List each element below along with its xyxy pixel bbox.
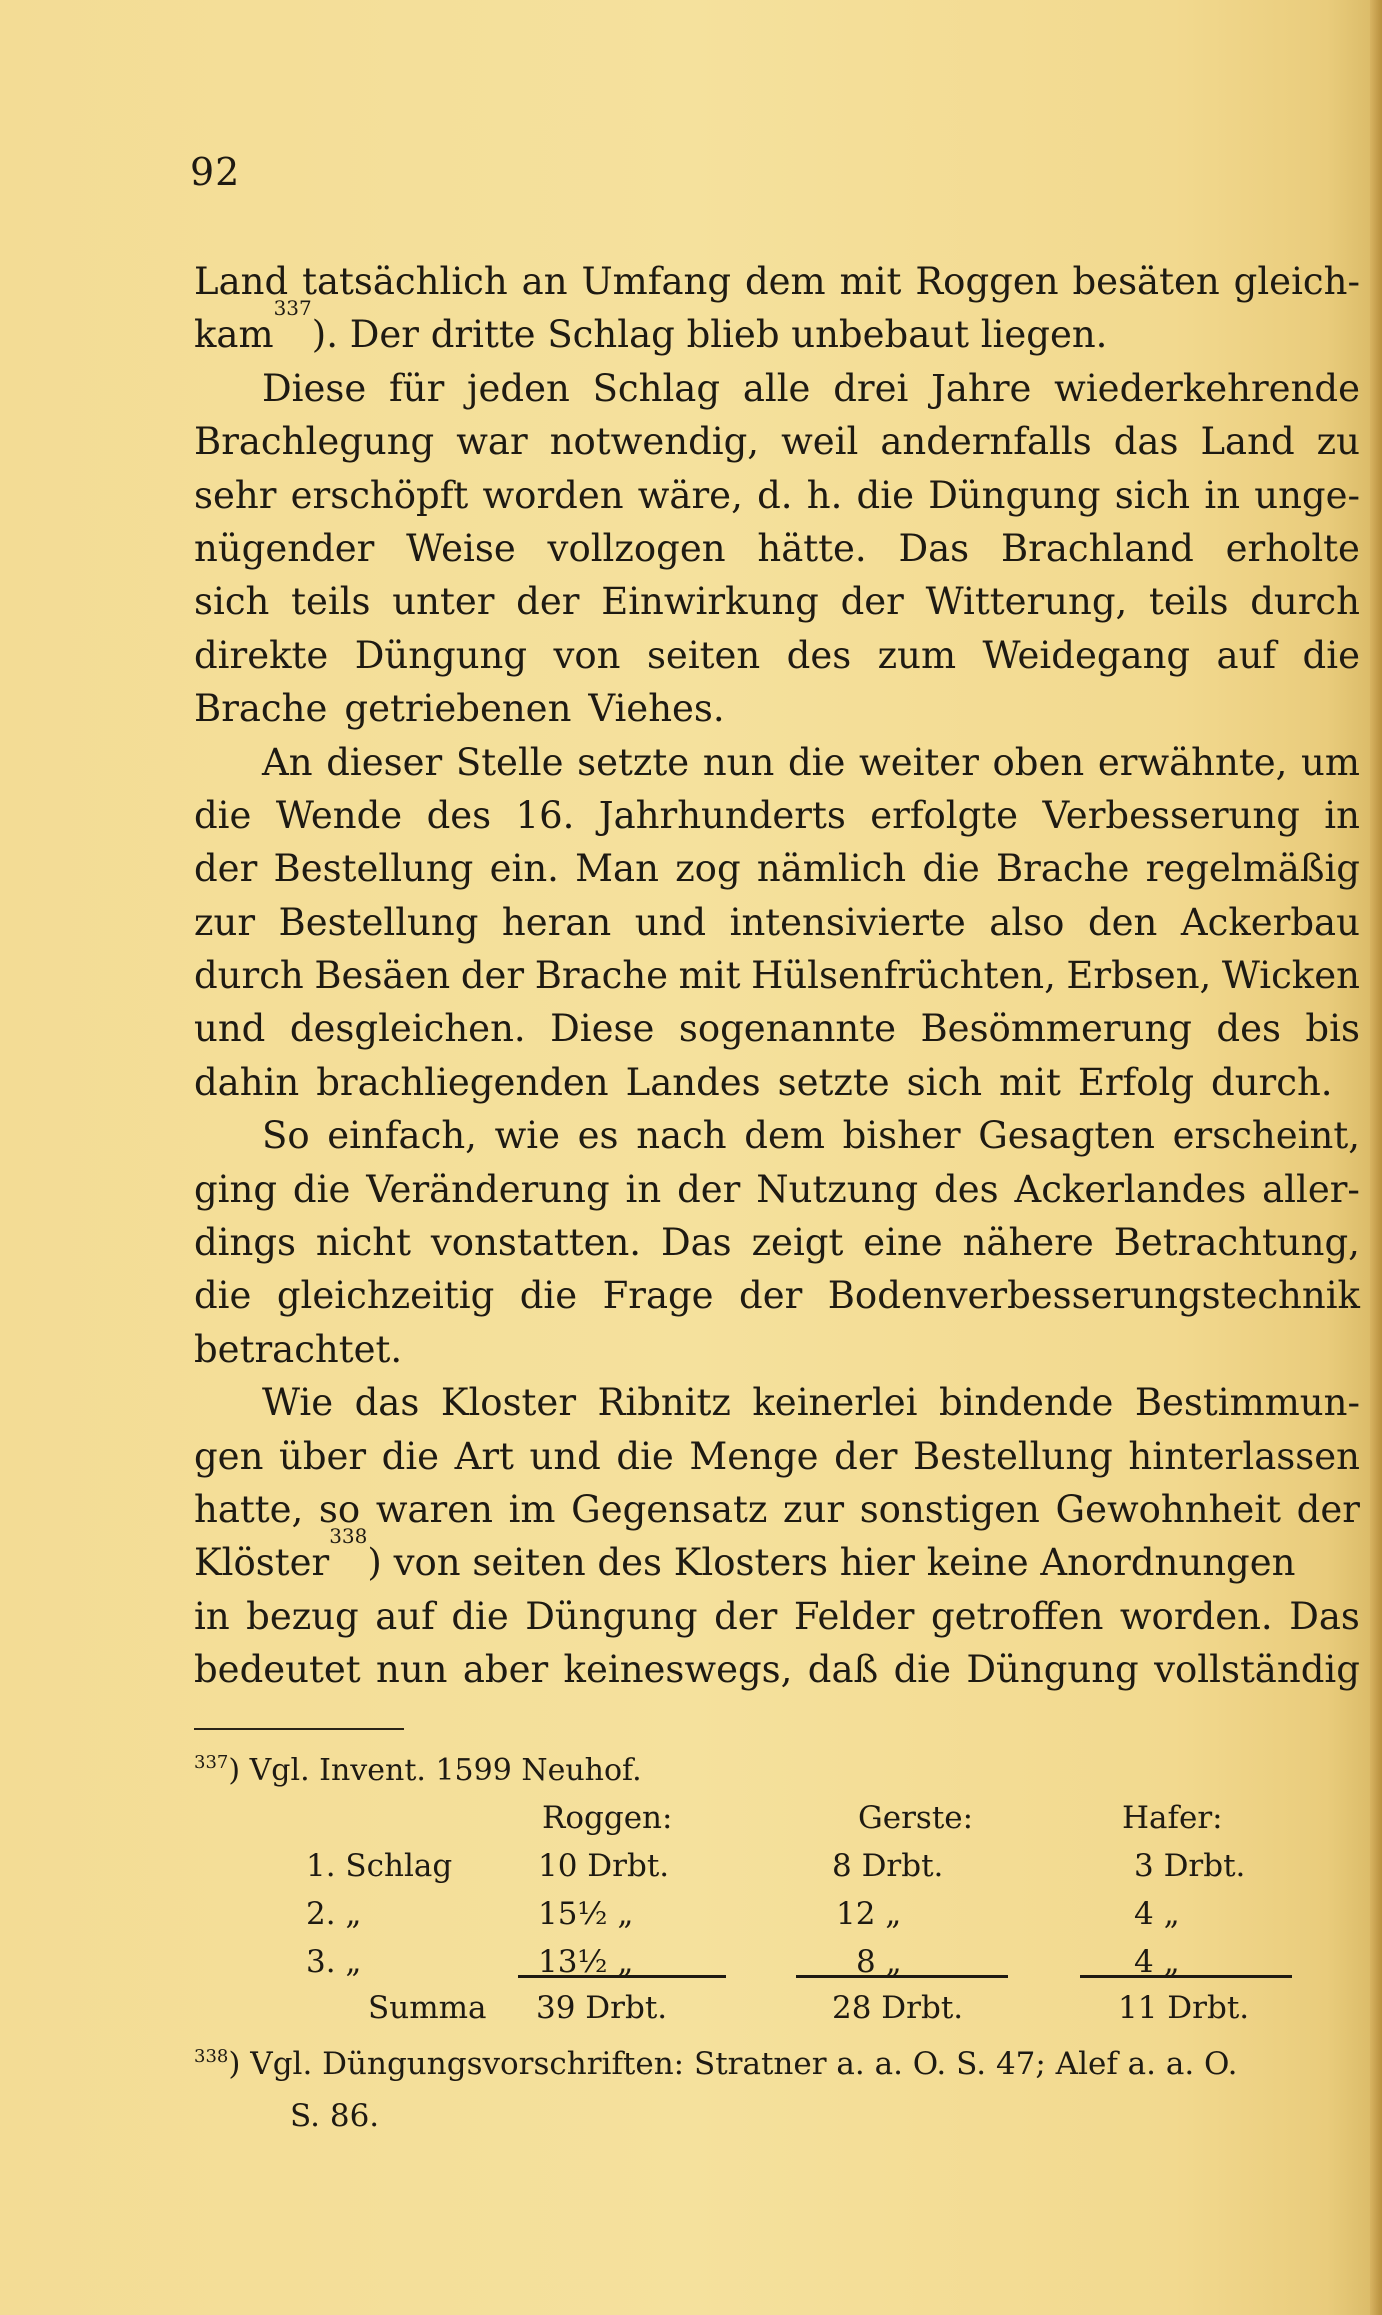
text-line bbox=[194, 1323, 1360, 1376]
word: der bbox=[194, 847, 258, 891]
word: Bestellung bbox=[278, 900, 479, 944]
word: Düngung bbox=[928, 473, 1101, 517]
page-edge bbox=[1370, 0, 1382, 2315]
text-line bbox=[194, 1109, 1360, 1162]
word: im bbox=[508, 1487, 556, 1531]
word: Ackerlandes bbox=[1014, 1167, 1247, 1211]
word: desgleichen. bbox=[289, 1007, 526, 1051]
word: Weise bbox=[406, 526, 516, 570]
word: sich bbox=[194, 580, 270, 624]
text-line bbox=[194, 842, 1360, 895]
word: Gegensatz bbox=[571, 1487, 768, 1531]
word: Witterung, bbox=[925, 580, 1128, 624]
text-line-rest: ) von seiten des Klosters hier keine Anordnungen bbox=[367, 1541, 1296, 1585]
footnote-337-marker: 337 bbox=[194, 1752, 229, 1773]
word: also bbox=[989, 900, 1065, 944]
word: Viehes. bbox=[588, 687, 725, 731]
footnote-reference: 338 bbox=[329, 1524, 368, 1549]
word: weiter bbox=[859, 740, 979, 784]
word: durch. bbox=[1211, 1060, 1333, 1104]
word: Das bbox=[660, 1221, 732, 1265]
word: des bbox=[786, 633, 852, 677]
word: über bbox=[278, 1434, 367, 1478]
footnote-337-heading bbox=[194, 1745, 1360, 1797]
word: einfach, bbox=[327, 1114, 477, 1158]
word: Jahre bbox=[931, 366, 1032, 410]
text-line bbox=[194, 1269, 1360, 1322]
word: Land bbox=[194, 260, 289, 303]
word: aber bbox=[462, 1648, 549, 1692]
table-row-1-label: 1. Schlag bbox=[306, 1848, 453, 1884]
word: die bbox=[616, 1434, 674, 1478]
word: Schlag bbox=[592, 366, 721, 410]
word: war bbox=[456, 420, 528, 464]
text-line bbox=[194, 522, 1360, 575]
text-line bbox=[194, 575, 1360, 628]
word: Düngung bbox=[966, 1648, 1139, 1692]
word: der bbox=[840, 580, 904, 624]
footnote-338-line-2: S. 86. bbox=[290, 2098, 380, 2134]
word: des bbox=[934, 1167, 999, 1211]
word: oben bbox=[992, 740, 1085, 784]
word: erwähnte, bbox=[1097, 740, 1288, 784]
word: seiten bbox=[646, 633, 761, 677]
word: bis bbox=[1305, 1007, 1360, 1051]
word: so bbox=[318, 1487, 361, 1531]
text-line bbox=[194, 896, 1360, 949]
page-number: 92 bbox=[190, 150, 241, 194]
word: Kloster bbox=[440, 1381, 577, 1425]
word: alle bbox=[742, 366, 811, 410]
word: Felder bbox=[793, 1594, 915, 1638]
word: Düngung bbox=[525, 1594, 698, 1638]
word: erschöpft bbox=[290, 473, 469, 517]
word: gleichzeitig bbox=[276, 1274, 495, 1318]
word: der bbox=[714, 1594, 778, 1638]
word: teils bbox=[1149, 580, 1229, 624]
word: dings bbox=[194, 1221, 297, 1265]
text-line bbox=[194, 1643, 1360, 1696]
word: dem bbox=[744, 1114, 825, 1158]
text-line bbox=[194, 1002, 1360, 1055]
text-line bbox=[194, 789, 1360, 842]
word: die bbox=[451, 1594, 509, 1638]
word: Diese bbox=[550, 1007, 655, 1051]
text-line bbox=[194, 682, 1360, 735]
word: erholte bbox=[1225, 526, 1360, 570]
word: Düngung bbox=[354, 633, 528, 677]
text-line bbox=[194, 629, 1360, 682]
word: Art bbox=[454, 1434, 514, 1478]
word: die bbox=[856, 473, 914, 517]
word: in bbox=[194, 1594, 230, 1638]
text-line bbox=[194, 1524, 1360, 1589]
text-line bbox=[194, 949, 1360, 1002]
word: Wicken bbox=[1221, 954, 1360, 998]
word: der bbox=[460, 954, 525, 998]
word: Erfolg bbox=[1077, 1060, 1195, 1104]
word: sehr bbox=[194, 473, 277, 517]
table-row-3-label: 3. „ bbox=[306, 1944, 362, 1980]
word: Das bbox=[1289, 1594, 1360, 1638]
text-line bbox=[194, 415, 1360, 468]
word: es bbox=[577, 1114, 619, 1158]
word: hatte, bbox=[194, 1487, 304, 1531]
table-sum-roggen: 39 Drbt. bbox=[536, 1990, 668, 2026]
footnote-338-text: ) Vgl. Düngungsvorschriften: Stratner a. a. O. S. 47; Alef a. a. O. bbox=[228, 2046, 1238, 2082]
word: Veränderung bbox=[366, 1167, 610, 1211]
word: nun bbox=[702, 740, 775, 784]
word: brachliegenden bbox=[316, 1060, 609, 1104]
text-line bbox=[194, 1163, 1360, 1216]
word: notwendig, bbox=[549, 420, 760, 464]
footnote-338 bbox=[194, 2038, 1360, 2142]
word: keinerlei bbox=[752, 1381, 918, 1425]
word: waren bbox=[375, 1487, 493, 1531]
word: in bbox=[1204, 473, 1241, 517]
word: sich bbox=[906, 1060, 983, 1104]
word: der bbox=[1296, 1487, 1360, 1531]
word: gen bbox=[194, 1434, 264, 1478]
word: andernfalls bbox=[880, 420, 1092, 464]
word: von bbox=[553, 633, 621, 677]
word: teils bbox=[291, 580, 371, 624]
word: Bestellung bbox=[913, 1434, 1113, 1478]
word: Umfang bbox=[581, 260, 732, 303]
sum-rule-hafer bbox=[1080, 1975, 1292, 1978]
word: die bbox=[194, 793, 252, 837]
footnote-338-marker: 338 bbox=[194, 2046, 229, 2067]
word: Menge bbox=[689, 1434, 819, 1478]
word: Bestellung bbox=[273, 847, 474, 891]
word: das bbox=[354, 1381, 420, 1425]
sum-rule-roggen bbox=[518, 1975, 726, 1978]
word: Besömmerung bbox=[920, 1007, 1192, 1051]
table-row-1-gerste: 8 Drbt. bbox=[832, 1848, 944, 1884]
text-line bbox=[194, 1483, 1360, 1536]
word: Stelle bbox=[455, 740, 564, 784]
word: vonstatten. bbox=[430, 1221, 642, 1265]
footnote-separator bbox=[194, 1728, 404, 1730]
word: Nutzung bbox=[756, 1167, 919, 1211]
word: die bbox=[519, 1274, 578, 1318]
word: der bbox=[834, 1434, 898, 1478]
word: Frage bbox=[602, 1274, 714, 1318]
word: des bbox=[1216, 1007, 1281, 1051]
word: zur bbox=[194, 900, 256, 944]
word: das bbox=[1113, 420, 1179, 464]
word: drei bbox=[833, 366, 909, 410]
word: regelmäßig bbox=[1145, 847, 1360, 891]
word: zum bbox=[877, 633, 957, 677]
word: für bbox=[389, 366, 445, 410]
word: besäten bbox=[1072, 260, 1220, 303]
table-sum-label: Summa bbox=[368, 1990, 487, 2026]
word: mit bbox=[839, 260, 902, 303]
word: weil bbox=[781, 420, 859, 464]
word: intensivierte bbox=[729, 900, 966, 944]
word: ging bbox=[194, 1167, 278, 1211]
table-sum-gerste: 28 Drbt. bbox=[832, 1990, 964, 2026]
word: Diese bbox=[262, 366, 367, 410]
word: die bbox=[922, 847, 980, 891]
word: d. bbox=[757, 473, 793, 517]
table-header-roggen: Roggen: bbox=[542, 1800, 673, 1836]
text-line bbox=[194, 255, 1360, 308]
word: Ackerbau bbox=[1180, 900, 1360, 944]
word: betrachtet. bbox=[194, 1327, 403, 1371]
word: die bbox=[381, 1434, 440, 1478]
word: sich bbox=[1114, 473, 1191, 517]
word: hätte. bbox=[757, 526, 867, 570]
footnote-338-line-1 bbox=[194, 2038, 1360, 2090]
word: unge- bbox=[1254, 473, 1360, 517]
word: getriebenen bbox=[344, 687, 572, 731]
word: nun bbox=[376, 1648, 448, 1692]
word: getroffen bbox=[930, 1594, 1104, 1638]
word: Betrachtung, bbox=[1113, 1221, 1360, 1265]
word: durch bbox=[1250, 580, 1360, 624]
word: des bbox=[426, 793, 492, 837]
body-text bbox=[194, 255, 1360, 1697]
word: Bodenverbesserungstechnik bbox=[827, 1274, 1360, 1318]
word: heran bbox=[501, 900, 612, 944]
word: dahin bbox=[194, 1060, 300, 1104]
footnote-337 bbox=[194, 1745, 1360, 1797]
word: dem bbox=[744, 260, 826, 303]
word: bedeutet bbox=[194, 1648, 361, 1692]
word: unter bbox=[392, 580, 495, 624]
text-line-start: Klöster bbox=[194, 1541, 330, 1585]
word: Brache bbox=[534, 954, 669, 998]
word: dieser bbox=[326, 740, 443, 784]
word: worden bbox=[482, 473, 624, 517]
text-line-start: kam bbox=[194, 313, 274, 357]
word: die bbox=[194, 1274, 252, 1318]
word: erfolgte bbox=[870, 793, 1019, 837]
word: bezug bbox=[246, 1594, 359, 1638]
sum-rule-gerste bbox=[796, 1975, 1008, 1978]
word: Brache bbox=[194, 687, 328, 731]
word: setzte bbox=[577, 740, 690, 784]
word: Einwirkung bbox=[601, 580, 819, 624]
word: und bbox=[634, 900, 707, 944]
table-row-2-label: 2. „ bbox=[306, 1896, 362, 1932]
word: Jahrhunderts bbox=[598, 793, 846, 837]
word: Roggen bbox=[915, 260, 1059, 303]
word: hinterlassen bbox=[1128, 1434, 1360, 1478]
word: eine bbox=[863, 1221, 943, 1265]
table-sum-hafer: 11 Drbt. bbox=[1118, 1990, 1250, 2026]
word: die bbox=[893, 1648, 952, 1692]
table-row-3-gerste: 8 „ bbox=[856, 1944, 902, 1980]
table-row-3-hafer: 4 „ bbox=[1134, 1944, 1180, 1980]
text-line bbox=[194, 1590, 1360, 1643]
word: Land bbox=[1200, 420, 1295, 464]
word: Brachland bbox=[1000, 526, 1194, 570]
text-line bbox=[194, 362, 1360, 415]
footnote-337-text: ) Vgl. Invent. 1599 Neuhof. bbox=[228, 1753, 642, 1788]
table-row-2-hafer: 4 „ bbox=[1134, 1896, 1180, 1932]
word: Wie bbox=[262, 1381, 334, 1425]
word: um bbox=[1301, 740, 1360, 784]
word: zog bbox=[675, 847, 741, 891]
word: wie bbox=[494, 1114, 560, 1158]
word: vollzogen bbox=[547, 526, 726, 570]
word: zeigt bbox=[751, 1221, 844, 1265]
text-line-rest: ). Der dritte Schlag blieb unbebaut liegen. bbox=[311, 313, 1108, 357]
word: keineswegs, bbox=[563, 1648, 793, 1692]
word: aller- bbox=[1262, 1167, 1360, 1211]
word: in bbox=[1324, 793, 1360, 837]
text-line bbox=[194, 469, 1360, 522]
word: Verbesserung bbox=[1042, 793, 1300, 837]
word: tatsächlich bbox=[302, 260, 508, 303]
word: wiederkehrende bbox=[1054, 366, 1360, 410]
text-line bbox=[194, 1056, 1360, 1109]
word: und bbox=[529, 1434, 601, 1478]
word: worden. bbox=[1119, 1594, 1273, 1638]
word: bindende bbox=[939, 1381, 1114, 1425]
footnote-reference: 337 bbox=[273, 296, 312, 321]
word: und bbox=[194, 1007, 266, 1051]
word: jeden bbox=[467, 366, 570, 410]
word: zu bbox=[1316, 420, 1360, 464]
table-row-2-roggen: 15½ „ bbox=[538, 1896, 634, 1932]
word: gleich- bbox=[1233, 260, 1360, 303]
word: mit bbox=[999, 1060, 1061, 1104]
text-line bbox=[194, 1376, 1360, 1429]
word: 16. bbox=[515, 793, 575, 837]
table-row-1-roggen: 10 Drbt. bbox=[538, 1848, 670, 1884]
word: zur bbox=[783, 1487, 845, 1531]
table-row-1-hafer: 3 Drbt. bbox=[1134, 1848, 1246, 1884]
word: an bbox=[521, 260, 568, 303]
word: nach bbox=[636, 1114, 727, 1158]
word: Man bbox=[575, 847, 659, 891]
word: wäre, bbox=[637, 473, 743, 517]
word: Hülsenfrüchten, bbox=[751, 954, 1056, 998]
word: direkte bbox=[194, 633, 329, 677]
word: ein. bbox=[489, 847, 559, 891]
word: die bbox=[1302, 633, 1360, 677]
word: Brache bbox=[995, 847, 1130, 891]
word: die bbox=[292, 1167, 351, 1211]
word: auf bbox=[1216, 633, 1277, 677]
word: Besäen bbox=[314, 954, 451, 998]
word: nähere bbox=[962, 1221, 1094, 1265]
word: die bbox=[787, 740, 846, 784]
word: Weidegang bbox=[982, 633, 1191, 677]
word: bisher bbox=[842, 1114, 961, 1158]
word: der bbox=[739, 1274, 803, 1318]
word: der bbox=[516, 580, 580, 624]
word: erscheint, bbox=[1172, 1114, 1360, 1158]
word: An bbox=[262, 740, 313, 784]
table-header-hafer: Hafer: bbox=[1122, 1800, 1223, 1836]
word: Bestimmun- bbox=[1134, 1381, 1360, 1425]
word: vollständig bbox=[1154, 1648, 1360, 1692]
word: Erbsen, bbox=[1066, 954, 1212, 998]
word: Gewohnheit bbox=[1055, 1487, 1282, 1531]
word: den bbox=[1087, 900, 1158, 944]
word: der bbox=[677, 1167, 741, 1211]
word: h. bbox=[806, 473, 843, 517]
word: in bbox=[625, 1167, 662, 1211]
word: auf bbox=[375, 1594, 435, 1638]
text-line bbox=[194, 1430, 1360, 1483]
word: So bbox=[262, 1114, 310, 1158]
word: Ribnitz bbox=[597, 1381, 731, 1425]
word: nicht bbox=[315, 1221, 412, 1265]
word: Das bbox=[898, 526, 970, 570]
word: Wende bbox=[275, 793, 403, 837]
word: sonstigen bbox=[859, 1487, 1040, 1531]
word: durch bbox=[194, 954, 304, 998]
text-line bbox=[194, 1216, 1360, 1269]
word: daß bbox=[807, 1648, 879, 1692]
table-row-3-roggen: 13½ „ bbox=[538, 1944, 634, 1980]
word: Brachlegung bbox=[194, 420, 435, 464]
text-line bbox=[194, 296, 1360, 361]
table-header-gerste: Gerste: bbox=[858, 1800, 974, 1836]
word: sogenannte bbox=[678, 1007, 897, 1051]
text-line bbox=[194, 736, 1360, 789]
table-row-2-gerste: 12 „ bbox=[836, 1896, 902, 1932]
word: nämlich bbox=[756, 847, 907, 891]
word: nügender bbox=[194, 526, 375, 570]
word: Landes bbox=[625, 1060, 761, 1104]
word: setzte bbox=[777, 1060, 890, 1104]
word: Gesagten bbox=[978, 1114, 1155, 1158]
word: mit bbox=[678, 954, 741, 998]
